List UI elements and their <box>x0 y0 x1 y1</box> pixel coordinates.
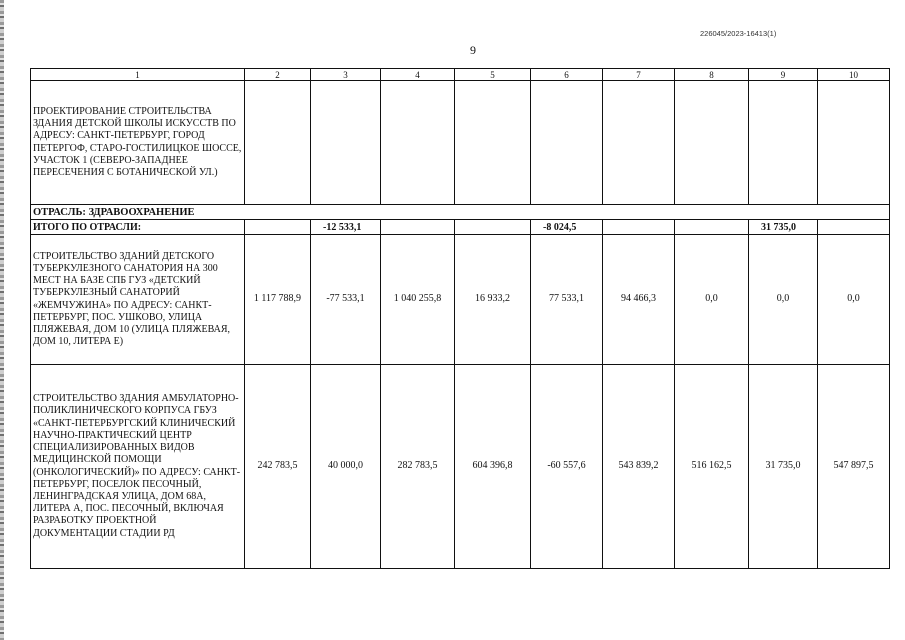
document-id: 226045/2023-16413(1) <box>700 29 777 38</box>
value-cell <box>531 81 603 205</box>
value-cell: 0,0 <box>749 235 818 365</box>
value-cell <box>818 81 890 205</box>
scan-edge <box>0 0 4 640</box>
value-cell <box>311 81 381 205</box>
column-number-row <box>31 69 890 81</box>
value-cell <box>603 81 675 205</box>
column-header: 2 <box>245 69 311 81</box>
column-header: 4 <box>381 69 455 81</box>
value-cell <box>675 81 749 205</box>
total-value: -12 533,1 <box>311 220 381 235</box>
value-cell: 543 839,2 <box>603 365 675 569</box>
value-cell: 94 466,3 <box>603 235 675 365</box>
column-header: 8 <box>675 69 749 81</box>
value-cell: 40 000,0 <box>311 365 381 569</box>
total-value: 31 735,0 <box>749 220 818 235</box>
value-cell: 77 533,1 <box>531 235 603 365</box>
column-header: 6 <box>531 69 603 81</box>
total-value <box>818 220 890 235</box>
total-value <box>603 220 675 235</box>
column-header: 1 <box>31 69 245 81</box>
column-header: 7 <box>603 69 675 81</box>
column-header: 10 <box>818 69 890 81</box>
total-value <box>455 220 531 235</box>
budget-table <box>30 68 890 569</box>
value-cell: -60 557,6 <box>531 365 603 569</box>
page-number: 9 <box>470 43 476 57</box>
project-name: СТРОИТЕЛЬСТВО ЗДАНИЯ АМБУЛАТОРНО-ПОЛИКЛИНИЧЕСКОГО КОРПУСА ГБУЗ «САНКТ-ПЕТЕРБУРГСКИЙ КЛИНИЧЕСКИЙ НАУЧНО-ПРАКТИЧЕСКИЙ ЦЕНТР СПЕЦИАЛИЗИРОВАННЫХ ВИДОВ МЕДИЦИНСКОЙ ПОМОЩИ (ОНКОЛОГИЧЕСКИЙ)» ПО АДРЕСУ: САНКТ-ПЕТЕРБУРГ, ПОСЕЛОК ПЕСОЧНЫЙ, ЛЕНИНГРАДСКАЯ УЛИЦА, ДОМ 68А, ЛИТЕРА А, ПОС. ПЕСОЧНЫЙ, ВКЛЮЧАЯ РАЗРАБОТКУ ПРОЕКТНОЙ ДОКУМЕНТАЦИИ СТАДИИ РД <box>31 365 245 569</box>
value-cell: 604 396,8 <box>455 365 531 569</box>
total-value <box>675 220 749 235</box>
value-cell: 0,0 <box>675 235 749 365</box>
value-cell: 1 040 255,8 <box>381 235 455 365</box>
table-row <box>31 235 890 365</box>
value-cell: 282 783,5 <box>381 365 455 569</box>
value-cell <box>245 81 311 205</box>
table-row <box>31 81 890 205</box>
value-cell: 242 783,5 <box>245 365 311 569</box>
section-title: ОТРАСЛЬ: ЗДРАВООХРАНЕНИЕ <box>31 205 890 220</box>
value-cell <box>455 81 531 205</box>
value-cell: 516 162,5 <box>675 365 749 569</box>
project-name: СТРОИТЕЛЬСТВО ЗДАНИЙ ДЕТСКОГО ТУБЕРКУЛЕЗНОГО САНАТОРИЯ НА 300 МЕСТ НА БАЗЕ СПБ ГУЗ «ДЕТСКИЙ ТУБЕРКУЛЕЗНЫЙ САНАТОРИЙ «ЖЕМЧУЖИНА» ПО АДРЕСУ: САНКТ-ПЕТЕРБУРГ, ПОС. УШКОВО, УЛИЦА ПЛЯЖЕВАЯ, ДОМ 10 (УЛИЦА ПЛЯЖЕВАЯ, ДОМ 10, ЛИТЕРА Е) <box>31 235 245 365</box>
section-title-row <box>31 205 890 220</box>
project-name: ПРОЕКТИРОВАНИЕ СТРОИТЕЛЬСТВА ЗДАНИЯ ДЕТСКОЙ ШКОЛЫ ИСКУССТВ ПО АДРЕСУ: САНКТ-ПЕТЕРБУРГ, ГОРОД ПЕТЕРГОФ, СТАРО-ГОСТИЛИЦКОЕ ШОССЕ, УЧАСТОК 1 (СЕВЕРО-ЗАПАДНЕЕ ПЕРЕСЕЧЕНИЯ С БОТАНИЧЕСКОЙ УЛ.) <box>31 81 245 205</box>
total-value: -8 024,5 <box>531 220 603 235</box>
total-label: ИТОГО ПО ОТРАСЛИ: <box>31 220 245 235</box>
total-value <box>381 220 455 235</box>
value-cell: 31 735,0 <box>749 365 818 569</box>
value-cell <box>749 81 818 205</box>
column-header: 9 <box>749 69 818 81</box>
value-cell <box>381 81 455 205</box>
value-cell: 547 897,5 <box>818 365 890 569</box>
column-header: 3 <box>311 69 381 81</box>
value-cell: 0,0 <box>818 235 890 365</box>
total-row <box>31 220 890 235</box>
value-cell: 16 933,2 <box>455 235 531 365</box>
total-value <box>245 220 311 235</box>
column-header: 5 <box>455 69 531 81</box>
value-cell: -77 533,1 <box>311 235 381 365</box>
table-row <box>31 365 890 569</box>
value-cell: 1 117 788,9 <box>245 235 311 365</box>
